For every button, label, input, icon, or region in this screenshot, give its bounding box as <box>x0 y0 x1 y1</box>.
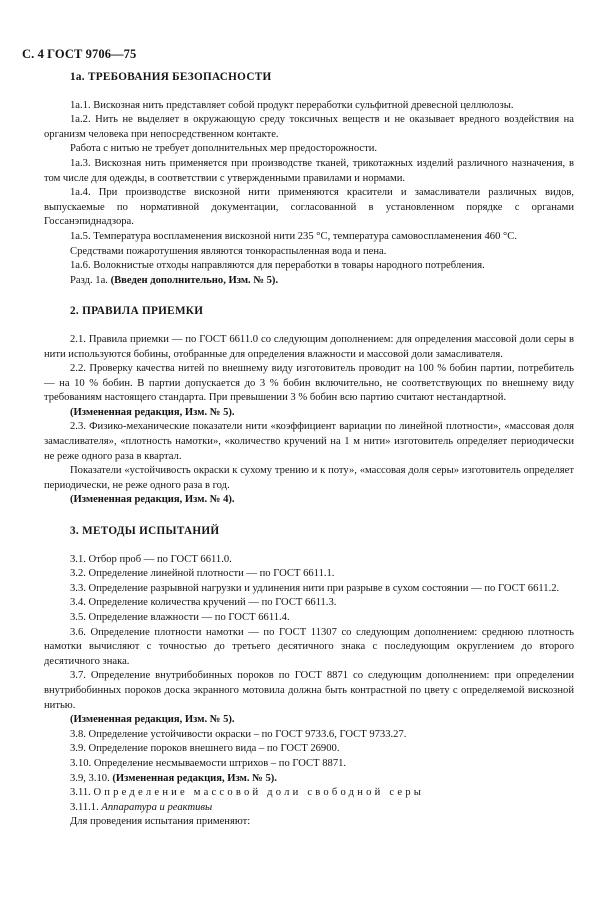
section-title-safety: 1а. ТРЕБОВАНИЯ БЕЗОПАСНОСТИ <box>70 71 272 83</box>
paragraph: 2.1. Правила приемки — по ГОСТ 6611.0 со следующим дополнением: для определения массовой доли серы в нити используются бобины, отобранные для определения влажности и массовой доли замасливателя. <box>44 333 574 360</box>
paragraph: 1а.2. Нить не выделяет в окружающую среду токсичных веществ и не оказывает вредного воздействия на организм человека при непосредственном контакте. <box>44 114 574 140</box>
amendment-text: (Измененная редакция, Изм. № 5). <box>112 772 277 784</box>
paragraph: 3.5. Определение влажности — по ГОСТ 6611.4. <box>70 612 290 623</box>
paragraph: Показатели «устойчивость окраски к сухому трению и к поту», «массовая доля серы» изготовитель определяет периодически, не реже одного раза в год. <box>44 465 574 491</box>
amendment-note: (Измененная редакция, Изм. № 5). <box>70 714 235 726</box>
paragraph: 2.3. Физико-механические показатели нити «коэффициент вариации по линейной плотности», «массовая доля замасливателя», «плотность намотки», «количество кручений на 1 м нити» изготовитель определяет периодически не реже одного раза в квартал. <box>44 421 574 462</box>
paragraph: 1а.4. При производстве вискозной нити применяются красители и замасливатели различных видов, выпускаемые по нормативной документации, согласованной в установленном порядке с органами Госсанэпиднадзора. <box>44 187 574 228</box>
subsubsection-number: 3.11.1. <box>70 801 102 813</box>
page-header: С. 4 ГОСТ 9706—75 <box>22 47 137 61</box>
paragraph: 3.9. Определение пороков внешнего вида – по ГОСТ 26900. <box>70 743 340 755</box>
amendment-note <box>44 772 574 787</box>
paragraph: 2.2. Проверку качества нитей по внешнему виду изготовитель проводит на 100 % бобин партии, потребитель — на 10 % бобин. В партии допускается до 3 % бобин включительно, не соответствующих по внешнему виду требованиям настоящего стандарта. При превышении 3 % бобин всю партию считают нестандартной. <box>44 363 574 404</box>
subsection-title: Определение массовой доли свободной серы <box>93 787 425 799</box>
document-body <box>44 70 574 830</box>
amendment-note: (Измененная редакция, Изм. № 5). <box>70 406 235 418</box>
paragraph: 1а.1. Вискозная нить представляет собой продукт переработки сульфитной древесной целлюлозы. <box>70 99 514 111</box>
paragraph: 3.7. Определение внутрибобинных пороков по ГОСТ 8871 со следующим дополнением: при определении внутрибобинных пороков доска экранного мотовила должна быть контрастной по цвету с определяемой вискозной нитью. <box>44 670 574 711</box>
section-title-test-methods: 3. МЕТОДЫ ИСПЫТАНИЙ <box>70 525 220 538</box>
subsection-number: 3.11. <box>70 787 94 799</box>
paragraph: 3.8. Определение устойчивости окраски – по ГОСТ 9733.6, ГОСТ 9733.27. <box>70 728 407 740</box>
paragraph: 3.6. Определение плотности намотки — по ГОСТ 11307 со следующим дополнением: среднюю плотность намотки вычисляют с точностью до третьего десятичного знака с последующим округлением до второго десятичного знака. <box>44 626 574 667</box>
paragraph: Средствами пожаротушения являются тонкораспыленная вода и пена. <box>70 245 387 257</box>
paragraph: 3.2. Определение линейной плотности — по ГОСТ 6611.1. <box>70 568 335 580</box>
section-title-acceptance: 2. ПРАВИЛА ПРИЕМКИ <box>70 305 204 318</box>
paragraph: 3.10. Определение несмываемости штрихов – по ГОСТ 8871. <box>70 757 347 769</box>
amendment-note: (Измененная редакция, Изм. № 4). <box>70 494 235 506</box>
paragraph: Работа с нитью не требует дополнительных мер предосторожности. <box>70 143 378 155</box>
subsubsection-title: Аппаратура и реактивы <box>101 801 213 813</box>
paragraph: 3.3. Определение разрывной нагрузки и удлинения нити при разрыве в сухом состоянии — по ГОСТ 6611.2. <box>70 582 560 594</box>
amendment-text: (Введен дополнительно, Изм. № 5). <box>110 274 279 286</box>
paragraph: 3.1. Отбор проб — по ГОСТ 6611.0. <box>70 553 232 565</box>
amendment-note <box>44 274 574 289</box>
paragraph: Для проведения испытания применяют: <box>70 816 251 828</box>
paragraph: 3.4. Определение количества кручений — по ГОСТ 6611.3. <box>70 597 337 609</box>
paragraph: 1а.6. Волокнистые отходы направляются для переработки в товары народного потребления. <box>70 260 485 272</box>
paragraph: 1а.3. Вискозная нить применяется при производстве тканей, трикотажных изделий различного назначения, в том числе для одежды, в соответствии с утвержденными правилами и нормами. <box>44 157 574 184</box>
subsection-heading <box>44 786 574 801</box>
subsubsection-heading <box>44 801 574 816</box>
amendment-prefix: 3.9, 3.10. <box>70 772 113 784</box>
amendment-prefix: Разд. 1а. <box>70 274 111 286</box>
paragraph: 1а.5. Температура воспламенения вискозной нити 235 °С, температура самовоспламенения 460 °С. <box>70 230 517 242</box>
